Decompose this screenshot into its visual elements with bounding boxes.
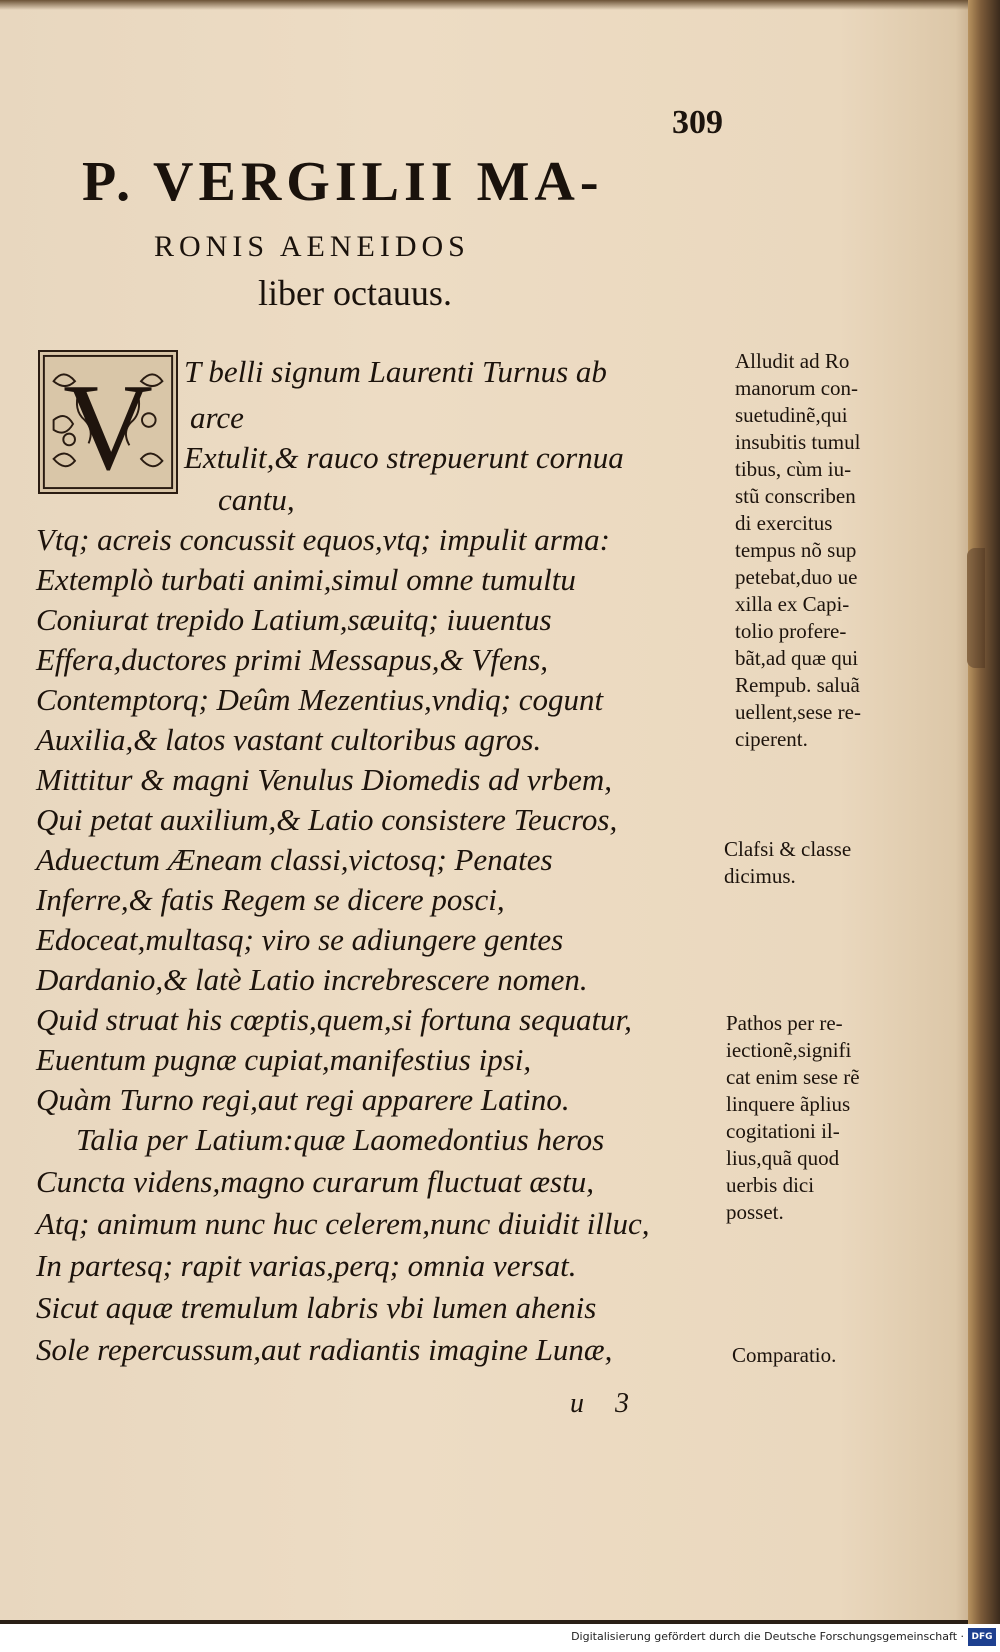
verse-line-2: arce [190,400,244,435]
title-line-2: RONIS AENEIDOS [154,230,470,263]
title-line-1: P. VERGILII MA- [82,151,604,213]
margin-note-line: bãt,ad quæ qui [735,646,859,670]
margin-note-line: xilla ex Capi- [735,592,850,616]
verse-line-20: Talia per Latium:quæ Laomedontius heros [76,1122,605,1157]
margin-note-1 [735,348,861,753]
verse-line-10: Auxilia,& latos vastant cultoribus agros. [36,722,542,757]
decorated-initial-v [38,350,178,494]
title-line-3: liber octauus. [258,273,452,313]
margin-note-line: tibus, cùm iu- [735,457,852,481]
verse-line-15: Edoceat,multasq; viro se adiungere gentes [36,922,564,957]
svg-text:V: V [63,357,153,492]
verse-line-5: Vtq; acreis concussit equos,vtq; impulit arma: [36,522,610,557]
book-edge [968,0,1000,1625]
footer-bar [0,1624,1000,1652]
verse-line-6: Extemplò turbati animi,simul omne tumultu [36,562,576,597]
margin-note-line: di exercitus [735,511,833,535]
verse-line-23: In partesq; rapit varias,perq; omnia versat. [36,1248,577,1283]
page-tab [967,548,985,668]
verse-line-22: Atq; animum nunc huc celerem,nunc diuidit illuc, [36,1206,650,1241]
verse-line-13: Aduectum Æneam classi,victosq; Penates [36,842,553,877]
verse-line-11: Mittitur & magni Venulus Diomedis ad vrbem, [36,762,613,797]
margin-note-line: posset. [726,1200,784,1224]
margin-note-2 [724,836,851,890]
verse-line-4: cantu, [218,482,295,517]
margin-note-line: ciperent. [735,727,808,751]
funding-credit: Digitalisierung gefördert durch die Deutsche Forschungsgemeinschaft · [571,1630,964,1643]
verse-line-16: Dardanio,& latè Latio increbrescere nomen. [36,962,588,997]
margin-note-line: Alludit ad Ro [735,349,850,373]
verse-line-24: Sicut aquæ tremulum labris vbi lumen ahenis [36,1290,597,1325]
margin-note-line: Pathos per re- [726,1011,843,1035]
verse-line-18: Euentum pugnæ cupiat,manifestius ipsi, [36,1042,532,1077]
margin-note-3 [726,1010,860,1226]
margin-note-line: uerbis dici [726,1173,815,1197]
margin-note-line: linquere ãplius [726,1092,851,1116]
margin-note-line: suetudinẽ,qui [735,403,848,427]
margin-note-line: Rempub. saluã [735,673,860,697]
margin-note-line: stũ conscriben [735,484,856,508]
verse-line-17: Quid struat his cœptis,quem,si fortuna sequatur, [36,1002,632,1037]
margin-note-line: dicimus. [724,864,796,888]
verse-line-1: T belli signum Laurenti Turnus ab [184,354,607,389]
verse-line-25: Sole repercussum,aut radiantis imagine Lunæ, [36,1332,613,1367]
verse-line-12: Qui petat auxilium,& Latio consistere Teucros, [36,802,618,837]
ornament-initial-icon [40,352,176,492]
dfg-logo: DFG [968,1628,996,1646]
margin-note-line: lius,quã quod [726,1146,840,1170]
margin-note-line: manorum con- [735,376,859,400]
page-number: 309 [672,104,723,141]
margin-note-line: insubitis tumul [735,430,861,454]
margin-note-line: petebat,duo ue [735,565,858,589]
margin-note-line: cat enim sese rẽ [726,1065,860,1089]
margin-note-line: iectionẽ,signifi [726,1038,852,1062]
verse-line-9: Contemptorq; Deûm Mezentius,vndiq; cogunt [36,682,604,717]
verse-line-21: Cuncta videns,magno curarum fluctuat æstu, [36,1164,594,1199]
margin-note-line: uellent,sese re- [735,700,861,724]
verse-line-14: Inferre,& fatis Regem se dicere posci, [36,882,505,917]
verse-line-3: Extulit,& rauco strepuerunt cornua [184,440,624,475]
verse-line-19: Quàm Turno regi,aut regi apparere Latino. [36,1082,570,1117]
margin-note-4 [732,1342,836,1369]
page-top-shadow [0,0,985,10]
margin-note-line: tolio profere- [735,619,847,643]
margin-note-line: Comparatio. [732,1343,837,1367]
margin-note-line: cogitationi il- [726,1119,840,1143]
margin-note-line: tempus nõ sup [735,538,857,562]
catchword: u 3 [570,1388,641,1419]
margin-note-line: Clafsi & classe [724,837,852,861]
verse-line-7: Coniurat trepido Latium,sæuitq; iuuentus [36,602,552,637]
verse-line-8: Effera,ductores primi Messapus,& Vfens, [36,642,549,677]
